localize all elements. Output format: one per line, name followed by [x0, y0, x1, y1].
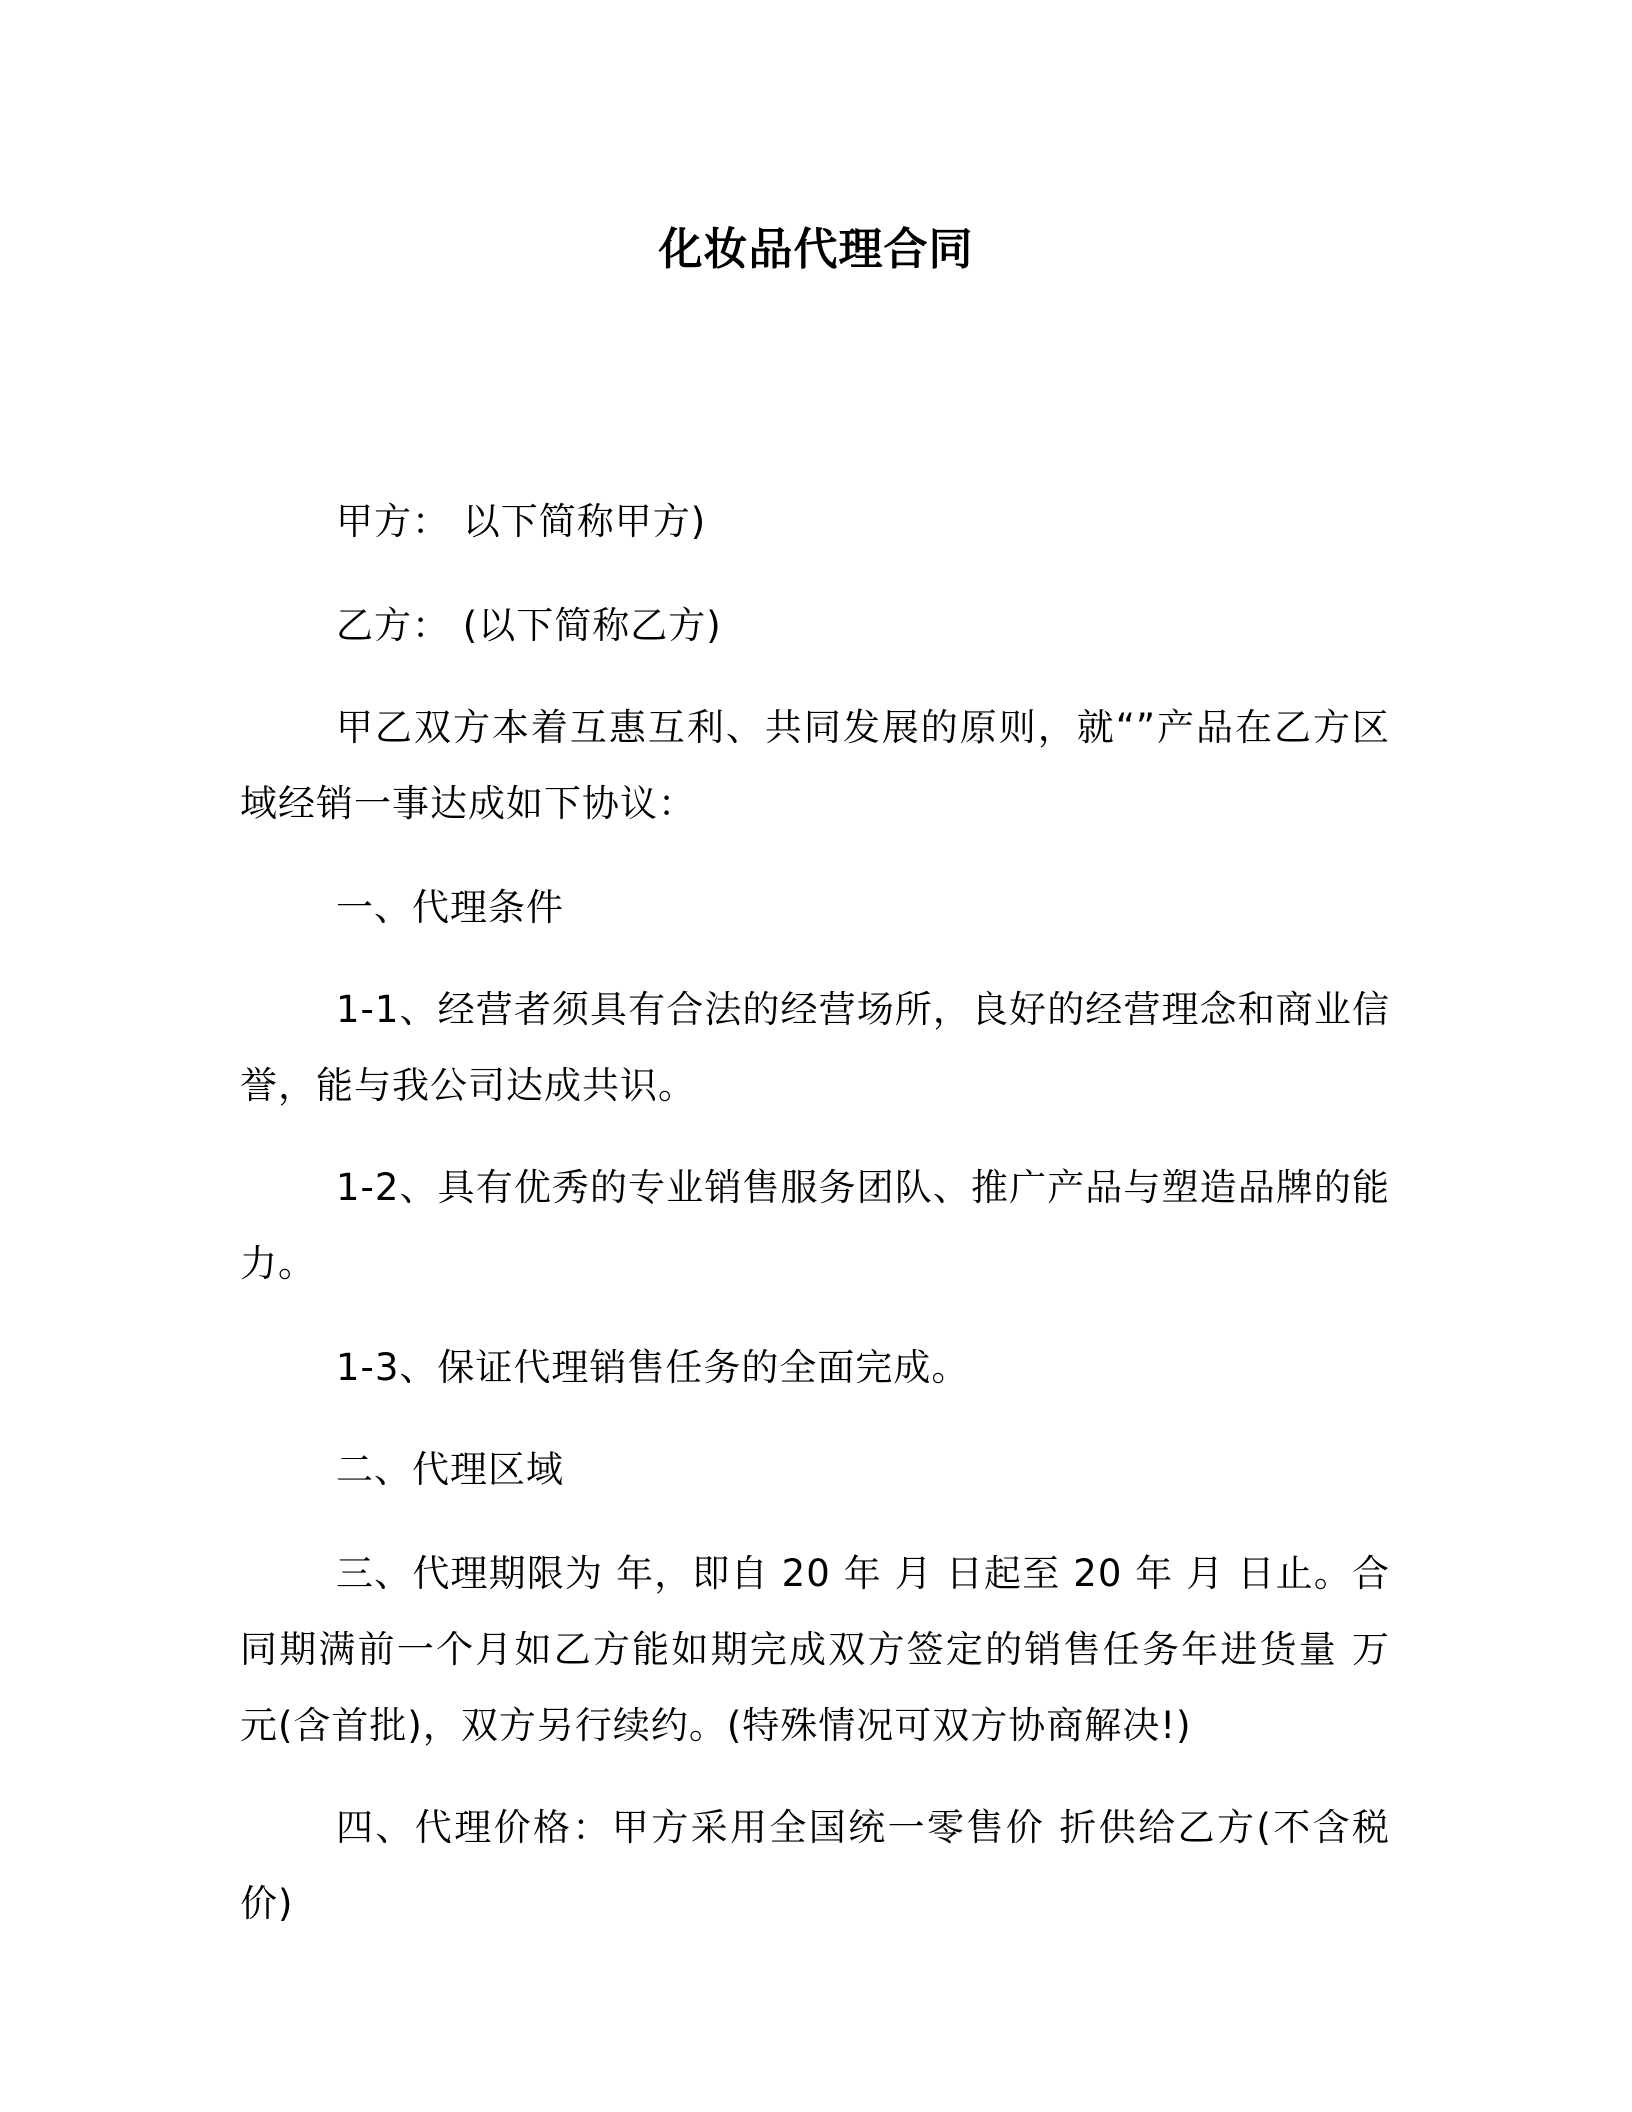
party-a-line: 甲方： 以下简称甲方) — [336, 500, 707, 543]
document-title: 化妆品代理合同 — [658, 224, 974, 275]
clause-1-1: 1-1、经营者须具有合法的经营场所，良好的经营理念和商业信誉，能与我公司达成共识。 — [240, 988, 1390, 1107]
clause-1-3: 1-3、保证代理销售任务的全面完成。 — [336, 1346, 970, 1389]
party-b-line: 乙方： (以下简称乙方) — [336, 604, 722, 647]
section-heading-agency-region: 二、代理区域 — [336, 1448, 564, 1491]
section-agency-price: 四、代理价格：甲方采用全国统一零售价 折供给乙方(不含税价) — [240, 1806, 1390, 1925]
section-heading-agency-conditions: 一、代理条件 — [336, 886, 564, 929]
clause-1-2: 1-2、具有优秀的专业销售服务团队、推广产品与塑造品牌的能力。 — [240, 1166, 1390, 1285]
section-agency-term: 三、代理期限为 年，即自 20 年 月 日起至 20 年 月 日止。合同期满前一个月如乙方能如期完成双方签定的销售任务年进货量 万元(含首批)，双方另行续约。(特殊情况可双方协商解决!) — [240, 1552, 1390, 1747]
preamble-paragraph: 甲乙双方本着互惠互利、共同发展的原则，就“”产品在乙方区域经销一事达成如下协议： — [240, 706, 1390, 825]
